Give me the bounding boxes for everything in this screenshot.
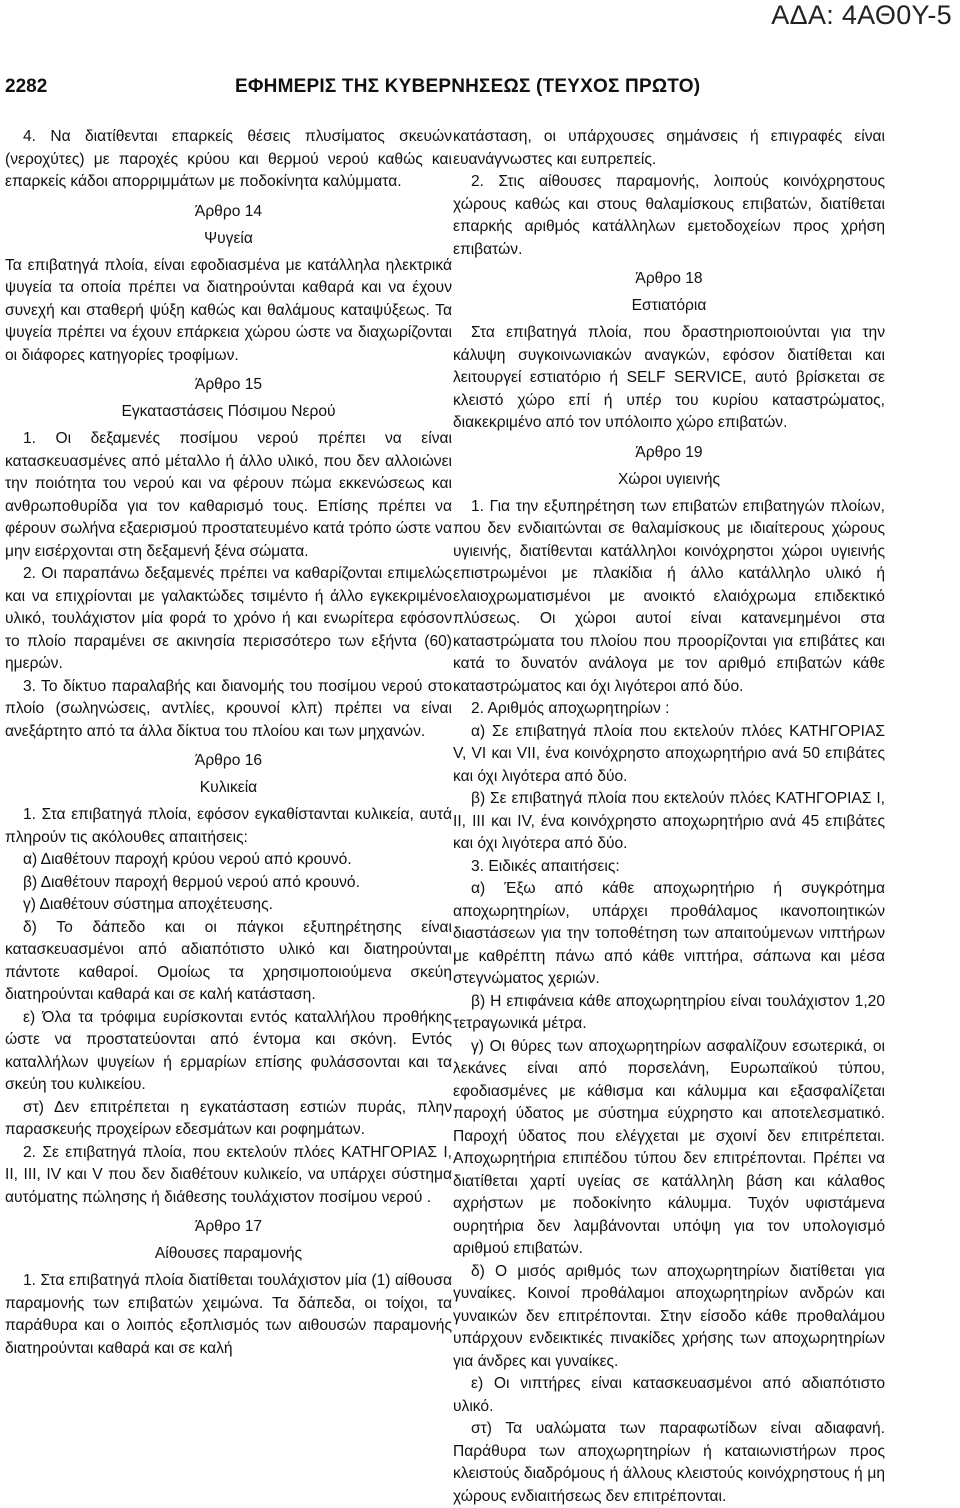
left-column (5, 126, 452, 1360)
paragraph: 1. Στα επιβατηγά πλοία, εφόσον εγκαθίστανται κυλικεία, αυτά πληρούν τις ακόλουθες απαιτήσεις: (5, 806, 452, 846)
paragraph: 1. Οι δεξαμενές ποσίμου νερού πρέπει να είναι κατασκευασμένες από μέταλλο ή άλλο υλικό, που δεν αλλοιώνει την ποιότητα του νερού και να φέρουν πώμα εκκενώσεως και ανθρωποθυρίδα για τον καθαρισμό τους. Επίσης πρέπει να φέρουν σωλήνα εξαερισμού προστατευμένο κατά τρόπο ώστε να μην εισέρχονται στη δεξαμενή ξένα σώματα. (5, 430, 452, 560)
article-16-number: Άρθρο 16 (194, 752, 263, 769)
article-14-number: Άρθρο 14 (194, 202, 263, 220)
article-15-title: Εγκαταστάσεις Πόσιμου Νερού (121, 403, 336, 420)
paragraph: 3. Ειδικές απαιτήσεις: (471, 857, 620, 875)
paragraph: α) Διαθέτουν παροχή κρύου νερού από κρουνό. (23, 851, 352, 868)
paragraph: 1. Για την εξυπηρέτηση των επιβατών επιβατηγών πλοίων, που δεν ενδιαιτώνται σε θαλαμίσκους με ιδιαίτερους χώρους υγιεινής, διατίθενται κατάλληλοι κοινόχρηστοι χώροι υγιεινής επιστρωμένοι με πλακίδια ή άλλο κατάλληλο υλικό ή ελαιοχρωματισμένοι με ανοικτό ελαιόχρωμα επιδεκτικό πλύσεως. Οι χώροι αυτοί είναι κατανεμημένοι στα καταστρώματα του πλοίου που προορίζονται για επιβάτες και κατά το δυνατόν ανάλογα με τον αριθμό επιβατών κάθε καταστρώματος και όχι λιγότεροι από δύο. (453, 497, 885, 695)
paragraph: 3. Το δίκτυο παραλαβής και διανομής του ποσίμου νερού στο πλοίο (σωληνώσεις, αντλίες, κρουνοί κλπ) πρέπει να είναι ανεξάρτητο από τα άλλα δίκτυα του πλοίου και των μηχανών. (5, 677, 452, 740)
paragraph: ε) Όλα τα τρόφιμα ευρίσκονται εντός καταλλήλου προθήκης ώστε να προστατεύονται από έντομα και σκόνη. Εντός καταλλήλων ψυγείων ή ερμαρίων επίσης φυλάσσονται και τα σκεύη του κυλικείου. (5, 1008, 452, 1093)
ada-identifier: ΑΔΑ: 4ΑΘ0Υ-5 (771, 0, 952, 30)
page-number: 2282 (5, 76, 48, 97)
paragraph: δ) Το δάπεδο και οι πάγκοι εξυπηρέτησης είναι κατασκευασμένοι από αδιαπότιστο υλικό και διατηρούνται πάντοτε καθαροί. Ομοίως τα χρησιμοποιούμενα σκεύη διατηρούνται καθαρά και σε καλή κατάσταση. (5, 918, 452, 1003)
paragraph: στ) Δεν επιτρέπεται η εγκατάσταση εστιών πυράς, πλην παρασκευής προχείρων εδεσμάτων και ροφημάτων. (5, 1098, 452, 1138)
paragraph: 2. Αριθμός αποχωρητηρίων : (471, 700, 670, 717)
paragraph: β) Η επιφάνεια κάθε αποχωρητηρίου είναι τουλάχιστον 1,20 τετραγωνικά μέτρα. (453, 992, 885, 1032)
paragraph: 2. Οι παραπάνω δεξαμενές πρέπει να καθαρίζονται επιμελώς και να επιχρίονται με γαλακτώδες τσιμέντο ή άλλο εγκεκριμένο υλικό, τουλάχιστον μία φορά το χρόνο ή και ενωρίτερα εφόσον το πλοίο παραμένει σε ακινησία περισσότερο των εξήντα (60) ημερών. (5, 565, 452, 672)
gazette-header (5, 76, 955, 106)
gazette-title: ΕΦΗΜΕΡΙΣ ΤΗΣ ΚΥΒΕΡΝΗΣΕΩΣ (ΤΕΥΧΟΣ ΠΡΩΤΟ) (235, 76, 701, 97)
paragraph: 4. Να διατίθενται επαρκείς θέσεις πλυσίματος σκευών (νεροχύτες) με παροχές κρύου και θερμού νερού καθώς και επαρκείς κάδοι απορριμμάτων με ποδοκίνητα καλύμματα. (5, 128, 452, 190)
article-16-title: Κυλικεία (199, 779, 258, 796)
article-17-title: Αίθουσες παραμονής (154, 1245, 303, 1262)
paragraph: κατάσταση, οι υπάρχουσες σημάνσεις ή επιγραφές είναι ευανάγνωστες και ευπρεπείς. (453, 128, 885, 168)
article-18-number: Άρθρο 18 (635, 270, 703, 287)
paragraph: Τα επιβατηγά πλοία, είναι εφοδιασμένα με κατάλληλα ηλεκτρικά ψυγεία τα οποία πρέπει να διατηρούνται καθαρά και να έχουν συνεχή και σταθερή ψύξη καθώς και θαλάμους καταψύξεως. Τα ψυγεία πρέπει να έχουν επάρκεια χώρου ώστε να διαχωρίζονται οι διάφορες κατηγορίες τροφίμων. (5, 256, 452, 364)
article-17-number: Άρθρο 17 (194, 1218, 263, 1235)
paragraph: δ) Ο μισός αριθμός των αποχωρητηρίων διατίθεται για γυναίκες. Κοινοί προθάλαμοι αποχωρητηρίων ανδρών και γυναικών δεν επιτρέπονται. Στην είσοδο κάθε προθαλάμου υπάρχουν ενδεικτικές πινακίδες χρήσης των αποχωρητηρίων για άνδρες και γυναίκες. (453, 1262, 885, 1370)
article-19-number: Άρθρο 19 (635, 443, 703, 461)
article-18-title: Εστιατόρια (631, 297, 707, 314)
paragraph: 1. Στα επιβατηγά πλοία διατίθεται τουλάχιστον μία (1) αίθουσα παραμονής των επιβατών χειμώνα. Τα δάπεδα, οι τοίχοι, τα παράθυρα και ο λοιπός εξοπλισμός των αιθουσών παραμονής διατηρούνται καθαρά και σε καλή (5, 1272, 452, 1357)
paragraph: γ) Οι θύρες των αποχωρητηρίων ασφαλίζουν εσωτερικά, οι λεκάνες είναι από πορσελάνη, Ευρωπαϊκού τύπου, εφοδιασμένες με κάθισμα και κάλυμμα και εξασφαλίζεται παροχή ύδατος με σύστημα εύχρηστο και αποτελεσματικό. Παροχή ύδατος που ελέγχεται με σχοινί δεν επιτρέπεται. Αποχωρητήρια επιπέδου τύπου δεν επιτρέπονται. Πρέπει να διατίθεται χαρτί υγείας σε κατάλληλη βάση και κάλαθος αχρήστων με ποδοκίνητο κάλυμμα. Τυχόν υφιστάμενα ουρητήρια δεν λαμβάνονται υπόψη για τον υπολογισμό αριθμού επιβατών. (453, 1037, 885, 1257)
paragraph: α) Έξω από κάθε αποχωρητήριο ή συγκρότημα αποχωρητηρίων, υπάρχει προθάλαμος ικανοποιητικών διαστάσεων για την τοποθέτηση των απαιτούμενων νιπτήρων με καθρέπτη πάνω από κάθε νιπτήρα, σάπωνα και μέσα στεγνώματος χεριών. (453, 880, 885, 987)
paragraph: α) Σε επιβατηγά πλοία που εκτελούν πλόες ΚΑΤΗΓΟΡΙΑΣ V, VI και VII, ένα κοινόχρηστο αποχωρητήριο ανά 50 επιβάτες και όχι λιγότερα από δύο. (453, 722, 885, 785)
paragraph: ε) Οι νιπτήρες είναι κατασκευασμένοι από αδιαπότιστο υλικό. (453, 1375, 885, 1415)
paragraph: 2. Στις αίθουσες παραμονής, λοιπούς κοινόχρηστους χώρους καθώς και στους θαλαμίσκους επιβατών, διατίθεται επαρκής αριθμός κατάλληλων εμετοδοχείων προς χρήση επιβατών. (453, 173, 885, 258)
article-15-number: Άρθρο 15 (194, 376, 263, 393)
paragraph: γ) Διαθέτουν σύστημα αποχέτευσης. (23, 896, 273, 913)
paragraph: β) Διαθέτουν παροχή θερμού νερού από κρουνό. (23, 873, 360, 891)
article-14-title: Ψυγεία (204, 229, 253, 247)
paragraph: β) Σε επιβατηγά πλοία που εκτελούν πλόες ΚΑΤΗΓΟΡΙΑΣ Ι, ΙΙ, ΙΙΙ και IV, ένα κοινόχρηστο αποχωρητήριο ανά 45 επιβάτες και όχι λιγότερα από δύο. (453, 790, 885, 852)
paragraph: στ) Τα υαλώματα των παραφωτίδων είναι αδιαφανή. Παράθυρα των αποχωρητηρίων ή καταιωνιστήρων προς κλειστούς διαδρόμους ή άλλους κλειστούς κοινόχρηστους ή μη χώρους ενδιαιτήσεως δεν επιτρέπονται. (453, 1420, 885, 1505)
paragraph: 2. Σε επιβατηγά πλοία, που εκτελούν πλόες ΚΑΤΗΓΟΡΙΑΣ Ι, ΙΙ, ΙΙΙ, IV και V που δεν διαθέτουν κυλικείο, να υπάρχει σύστημα αυτόματης πώλησης ή διάθεσης τουλάχιστον ποσίμου νερού . (5, 1143, 452, 1206)
right-column (453, 126, 885, 1508)
paragraph: Στα επιβατηγά πλοία, που δραστηριοποιούνται για την κάλυψη συγκοινωνιακών αναγκών, εφόσον διατίθεται και λειτουργεί εστιατόριο ή SELF SERVICE, αυτό βρίσκεται σε κλειστό χώρο επί ή υπέρ του κυρίου καταστρώματος, διακεκριμένο από τον υπόλοιπο χώρο επιβατών. (453, 324, 885, 431)
article-19-title: Χώροι υγιεινής (617, 470, 721, 488)
